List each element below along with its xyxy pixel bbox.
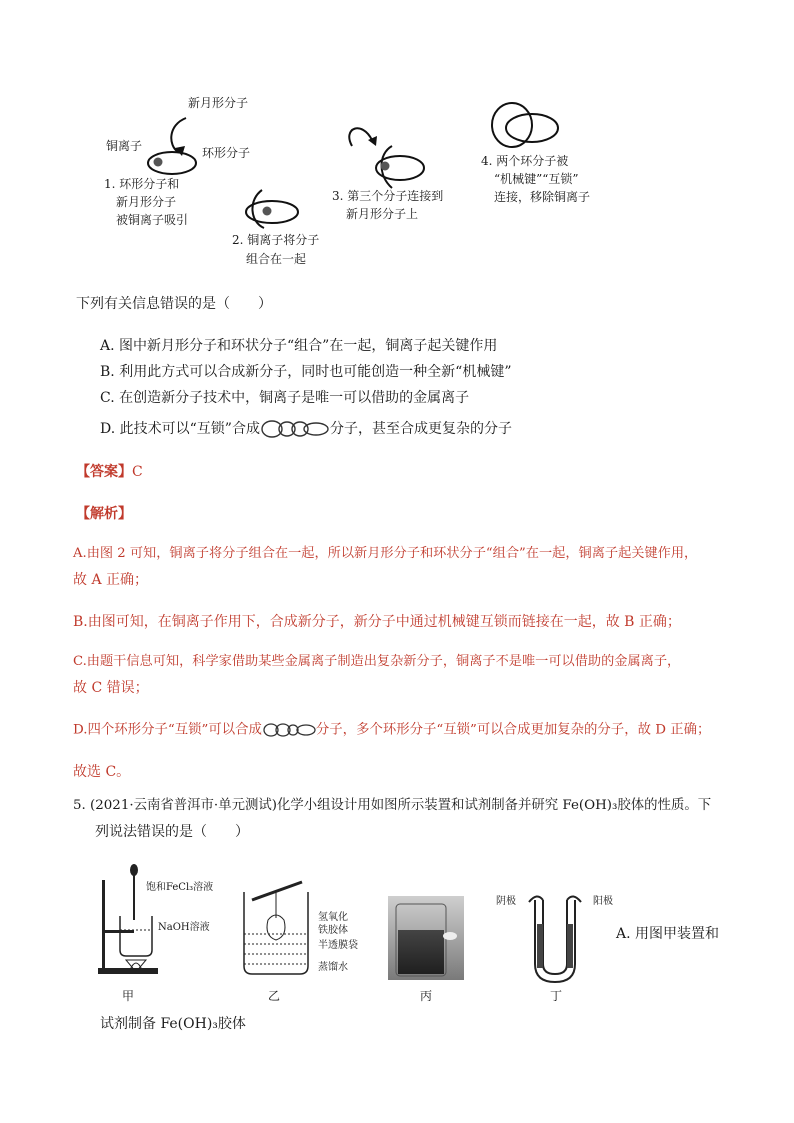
analysis-d-post: 分子，多个环形分子“互锁”可以合成更加复杂的分子，故 D 正确； (315, 722, 711, 738)
analysis-b-line: B.由图可知，在铜离子作用下，合成新分子，新分子中通过机械键互锁而链接在一起，故 B 正确； (73, 614, 681, 630)
label-new-moon: 新月形分子 (188, 96, 249, 110)
step4-line2: “机械键”“互锁” (494, 172, 579, 186)
step2-line2: 组合在一起 (246, 252, 307, 266)
question5-option-a-part1: A. 用图甲装置和 (616, 926, 720, 942)
interlocked-rings-icon (260, 418, 330, 440)
analysis-d-line (73, 720, 710, 741)
jia-caption: 甲 (122, 989, 135, 1003)
analysis-conclusion: 故选 C。 (73, 764, 131, 780)
four-rings-icon (262, 720, 316, 740)
question4-option-b: B. 利用此方式可以合成新分子，同时也可能创造一种全新“机械键” (100, 364, 512, 380)
step4-line1: 4. 两个环分子被 (481, 154, 569, 168)
bing-caption: 丙 (420, 989, 433, 1003)
figure-yi-apparatus (238, 880, 318, 980)
label-copper-ion: 铜离子 (106, 139, 143, 153)
analysis-a-line2: 故 A 正确； (73, 572, 149, 588)
jia-label-fecl3: 饱和FeCl₃溶液 (146, 882, 214, 893)
step1-line1: 1. 环形分子和 (104, 177, 180, 191)
copper-ion-3 (381, 162, 390, 171)
question4-option-d (100, 418, 512, 440)
figure-bing-photo (388, 896, 464, 980)
step4-line3: 连接，移除铜离子 (494, 190, 591, 204)
interlocked-ring-a (492, 103, 532, 147)
analysis-c-line2: 故 C 错误； (73, 680, 149, 696)
question5-line1: 5. (2021·云南省普洱市·单元测试)化学小组设计用如图所示装置和试剂制备并研究 Fe(OH)₃胶体的性质。下 (73, 798, 712, 813)
yi-label-1: 氢氧化 (318, 912, 348, 923)
arrow-curve-3 (349, 128, 372, 146)
answer-label: 【答案】 (76, 464, 132, 480)
copper-ion-2 (263, 207, 272, 216)
yi-caption: 乙 (268, 989, 281, 1003)
analysis-c-line1: C.由题干信息可知，科学家借助某些金属离子制造出复杂新分子，铜离子不是唯一可以借助的金属离子， (73, 654, 681, 669)
answer-line (76, 462, 143, 482)
question4-stem: 下列有关信息错误的是（ ） (76, 296, 272, 312)
ding-label-anode: 阳极 (593, 896, 613, 907)
step3-line1: 3. 第三个分子连接到 (332, 189, 444, 203)
step2-line1: 2. 铜离子将分子 (232, 233, 320, 247)
analysis-a-line1: A.由图 2 可知，铜离子将分子组合在一起，所以新月形分子和环状分子“组合”在一起，铜离子起关键作用， (73, 546, 698, 561)
figure-ding-utube (515, 894, 595, 990)
step3-line2: 新月形分子上 (346, 207, 419, 221)
analysis-d-pre: D.四个环形分子“互锁”可以合成 (73, 722, 262, 738)
copper-ion-1 (154, 158, 163, 167)
question5-option-a-part2: 试剂制备 Fe(OH)₃胶体 (100, 1016, 246, 1032)
yi-label-4: 蒸馏水 (318, 962, 348, 973)
question4-option-c: C. 在创造新分子技术中，铜离子是唯一可以借助的金属离子 (100, 390, 470, 406)
yi-label-2: 铁胶体 (318, 925, 348, 936)
yi-label-3: 半透膜袋 (318, 940, 358, 951)
ding-caption: 丁 (550, 989, 563, 1003)
analysis-label: 【解析】 (76, 506, 132, 522)
question4-option-a: A. 图中新月形分子和环状分子“组合”在一起，铜离子起关键作用 (100, 338, 498, 354)
step1-line3: 被铜离子吸引 (116, 213, 189, 227)
arrow-head-3 (368, 136, 377, 146)
option-d-pre: D. 此技术可以“互锁”合成 (100, 421, 260, 437)
option-d-post: 分子，甚至合成更复杂的分子 (329, 421, 512, 437)
question5-line2: 列说法错误的是（ ） (95, 824, 249, 840)
step1-line2: 新月形分子 (116, 195, 177, 209)
ding-label-cathode: 阴极 (496, 896, 516, 907)
answer-value: C (132, 464, 143, 480)
jia-label-naoh: NaOH溶液 (158, 922, 210, 933)
label-ring: 环形分子 (202, 146, 251, 160)
